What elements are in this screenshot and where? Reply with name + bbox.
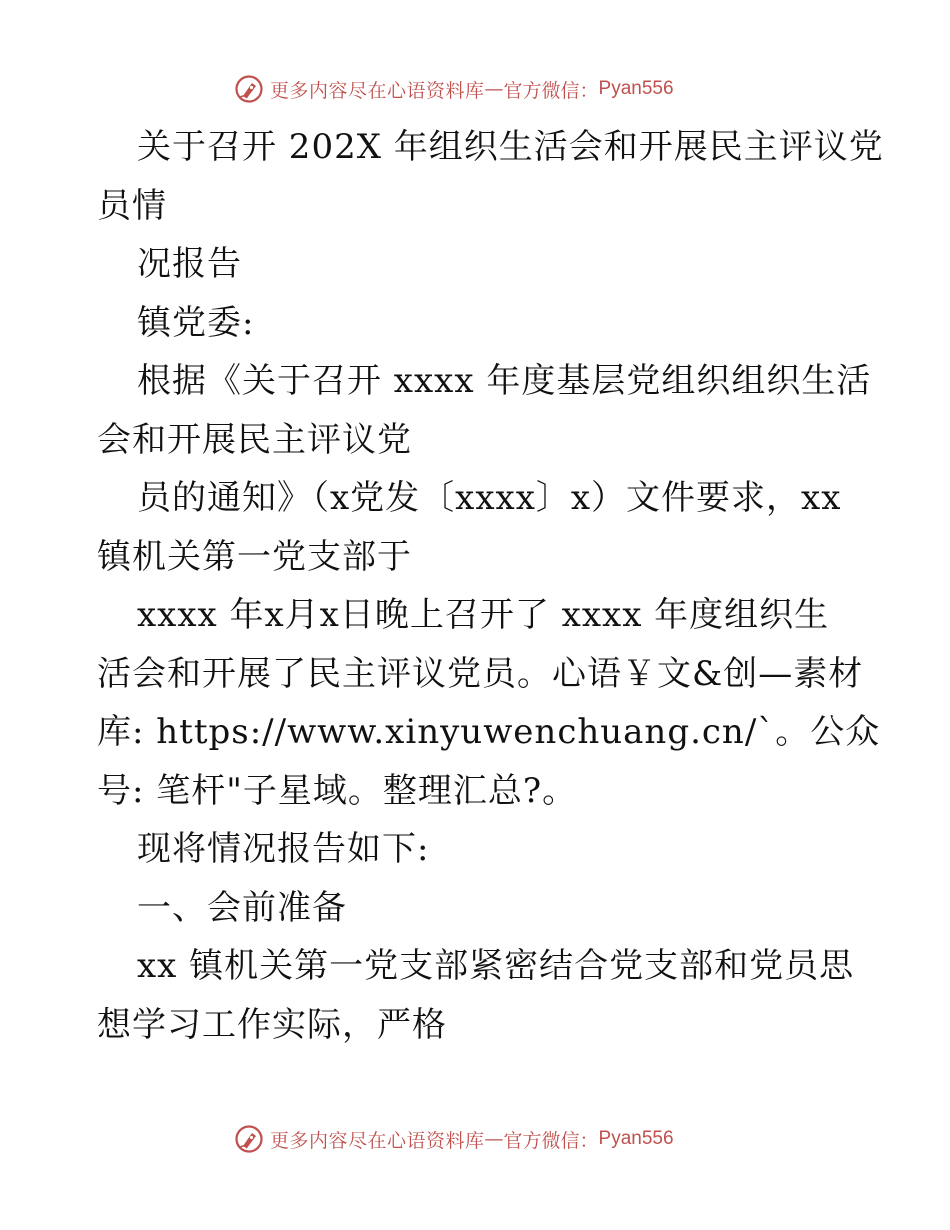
footer-banner bbox=[234, 1121, 674, 1157]
banner-dash: — bbox=[484, 78, 504, 100]
paragraph-line: 员的通知》（x党发〔xxxx〕x）文件要求，xx bbox=[137, 478, 842, 518]
banner-wechat-label: 官方微信： bbox=[503, 79, 599, 102]
title-line-3: 况报告 bbox=[137, 244, 242, 284]
banner-wechat-id: Pyan556 bbox=[598, 1128, 674, 1149]
document-body bbox=[97, 118, 884, 1054]
banner-main-text: 更多内容尽在心语资料库 bbox=[270, 1129, 485, 1152]
paragraph-line: xxxx 年x月x日晚上召开了 xxxx 年度组织生 bbox=[137, 595, 830, 635]
pen-nib-circle-icon bbox=[234, 74, 264, 104]
header-banner bbox=[234, 71, 674, 107]
paragraph-line: xx 镇机关第一党支部紧密结合党支部和党员思 bbox=[137, 946, 855, 986]
pen-nib-circle-icon bbox=[234, 1124, 264, 1154]
paragraph-line: 活会和开展了民主评议党员。心语￥文&创—素材 bbox=[97, 653, 864, 694]
paragraph-line: 根据《关于召开 xxxx 年度基层党组织组织生活 bbox=[137, 361, 872, 401]
paragraph-line: 现将情况报告如下: bbox=[137, 829, 430, 869]
banner-wechat-label: 官方微信： bbox=[503, 1129, 599, 1152]
paragraph-line: 号: 笔杆"子星域。整理汇总?。 bbox=[97, 770, 578, 811]
paragraph-line: 镇机关第一党支部于 bbox=[97, 536, 412, 577]
title-line-2: 员情 bbox=[97, 185, 167, 226]
paragraph-line: 想学习工作实际，严格 bbox=[97, 1004, 447, 1045]
title-line-1: 关于召开 202X 年组织生活会和开展民主评议党 bbox=[137, 127, 884, 167]
salutation-line: 镇党委: bbox=[137, 302, 255, 343]
banner-main-text: 更多内容尽在心语资料库 bbox=[270, 79, 485, 102]
section-heading: 一、会前准备 bbox=[137, 887, 347, 928]
paragraph-line: 库: https://www.xinyuwenchuang.cn/`。公众 bbox=[97, 712, 881, 752]
banner-wechat-id: Pyan556 bbox=[598, 78, 674, 99]
banner-dash: — bbox=[484, 1128, 504, 1150]
paragraph-line: 会和开展民主评议党 bbox=[97, 419, 412, 460]
